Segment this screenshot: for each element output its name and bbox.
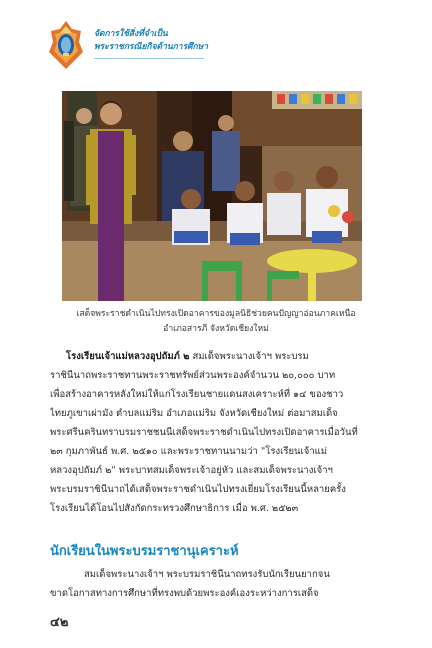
paragraph-1-line: หลวงอุปถัมภ์ ๒" พระบาทสมเด็จพระเจ้าอยู่หัว และสมเด็จพระนางเจ้าฯ [50,465,333,476]
event-photo-image [62,91,362,301]
paragraph-1-line: ๒๓ กุมภาพันธ์ พ.ศ. ๒๕๑๐ และพระราชทานนามว่า "โรงเรียนเจ้าแม่ [50,446,328,457]
section-heading: นักเรียนในพระบรมราชานุเคราะห์ [50,544,239,559]
paragraph-2-line: สมเด็จพระนางเจ้าฯ พระบรมราชินีนาถทรงรับนักเรียนยากจน [84,569,330,580]
photo-caption [40,307,392,337]
header-title-line2: พระราชกรณียกิจด้านการศึกษา [94,42,209,52]
event-photo [62,91,362,301]
caption-line1: เสด็จพระราชดำเนินไปทรงเปิดอาคารของมูลนิธิช่วยคนปัญญาอ่อนภาคเหนือ [76,309,356,319]
paragraph-1-line: โรงเรียนเจ้าแม่หลวงอุปถัมภ์ ๒ สมเด็จพระนางเจ้าฯ พระบรม [66,351,309,362]
header-title-line1: จัดการใช้สิ่งที่จำเป็น [94,29,168,39]
paragraph-1-line: ราชินีนาถพระราชทานพระราชทรัพย์ส่วนพระองค์จำนวน ๒๐,๐๐๐ บาท [50,370,336,381]
header-divider [94,58,204,59]
body-paragraph-2 [50,565,385,603]
paragraph-2-line: ขาดโอกาสทางการศึกษาที่ทรงพบด้วยพระองค์เองระหว่างการเสด็จ [50,588,319,599]
paragraph-1-line: พระศรีนครินทราบรมราชชนนีเสด็จพระราชดำเนินไปทรงเปิดอาคารเมื่อวันที่ [50,427,358,438]
body-paragraph-1 [50,347,385,518]
page-number: ๔๒ [50,615,69,630]
page-header [46,20,386,70]
royal-emblem-icon [46,20,86,70]
paragraph-1-line: เพื่อสร้างอาคารหลังใหม่ให้แก่โรงเรียนชายแดนสงเคราะห์ที่ ๑๔ ของชาว [50,389,344,400]
school-name-lead: โรงเรียนเจ้าแม่หลวงอุปถัมภ์ ๒ [66,351,190,362]
paragraph-1-line: โรงเรียนได้โอนไปสังกัดกระทรวงศึกษาธิการ เมื่อ พ.ศ. ๒๕๒๓ [50,503,299,514]
paragraph-1-line: พระบรมราชินีนาถได้เสด็จพระราชดำเนินไปทรงเยี่ยมโรงเรียนนี้หลายครั้ง [50,484,346,495]
caption-line2: อำเภอสารภี จังหวัดเชียงใหม่ [163,324,269,334]
paragraph-1-line: ไทยภูเขาเผ่ามัง ตำบลแม่ริม อำเภอแม่ริม จังหวัดเชียงใหม่ ต่อมาสมเด็จ [50,408,338,419]
